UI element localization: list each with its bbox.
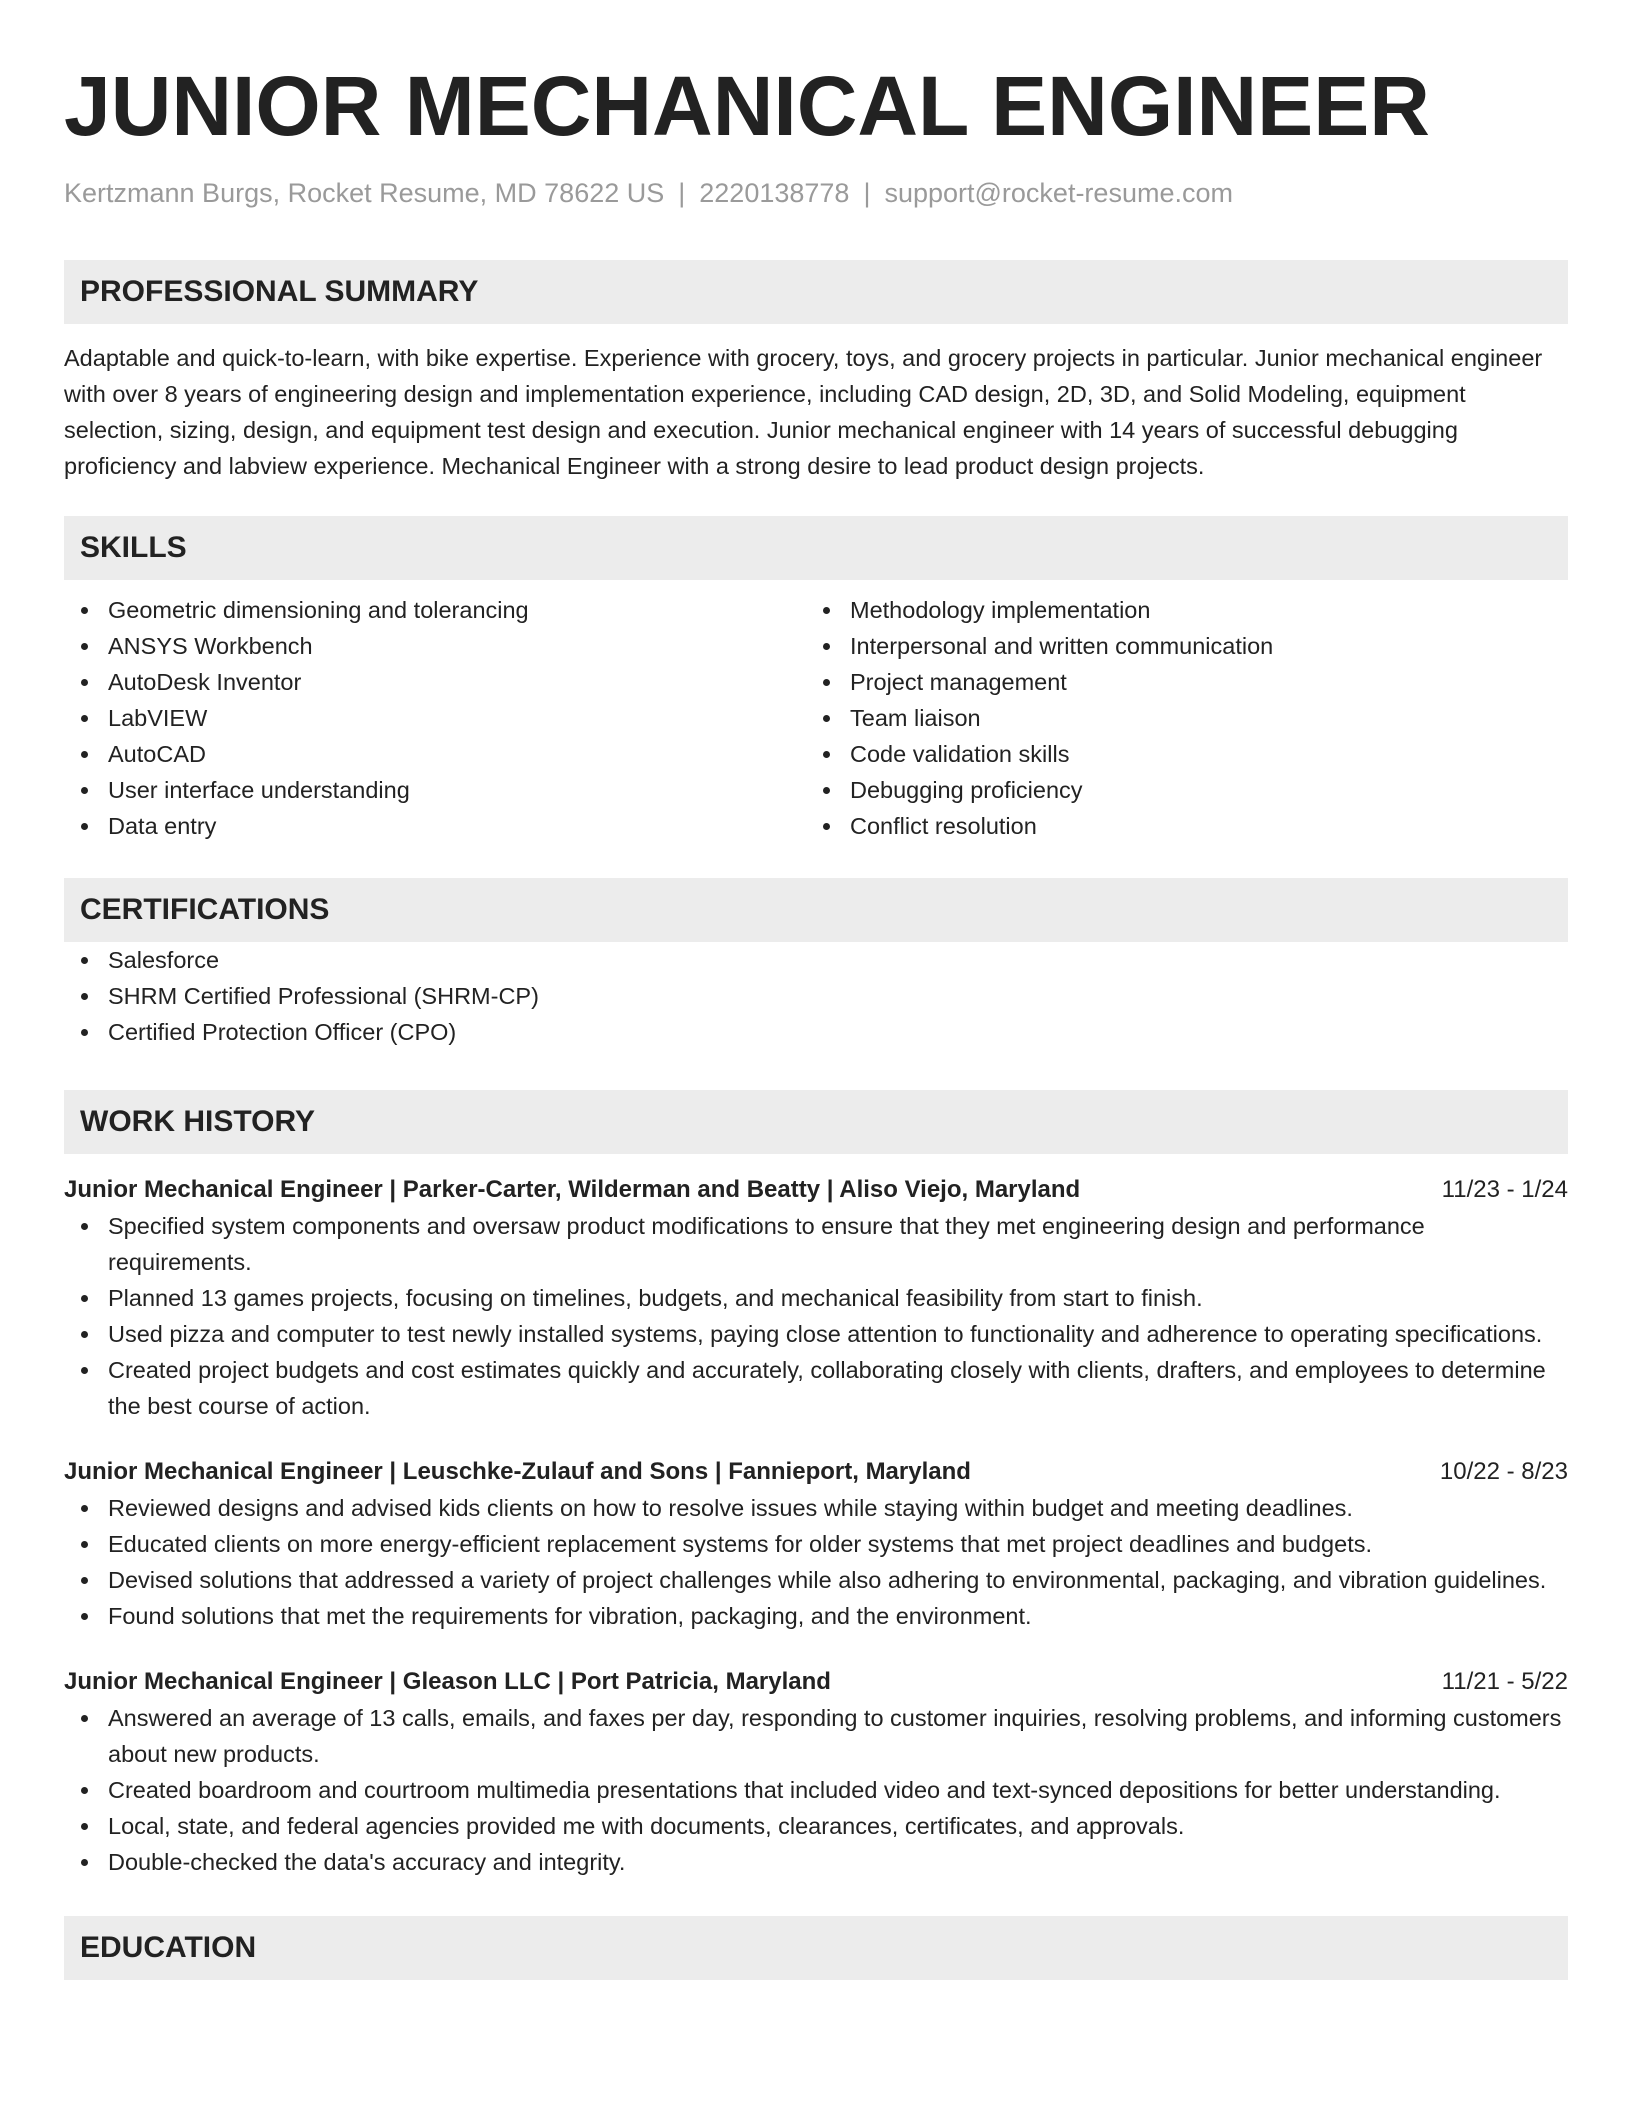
job-header — [64, 1664, 1568, 1700]
job-dates: 10/22 - 8/23 — [1439, 1458, 1568, 1485]
skill-item: Conflict resolution — [806, 808, 1548, 844]
job-bullet: Used pizza and computer to test newly installed systems, paying close attention to functionality and adherence to operating specifications. — [64, 1316, 1568, 1352]
job-bullets — [64, 1490, 1568, 1634]
contact-phone: 2220138778 — [699, 178, 850, 208]
skill-item: AutoDesk Inventor — [64, 664, 806, 700]
job-entry — [64, 1172, 1568, 1424]
job-bullet: Planned 13 games projects, focusing on timelines, budgets, and mechanical feasibility from start to finish. — [64, 1280, 1568, 1316]
job-dates: 11/23 - 1/24 — [1441, 1176, 1568, 1203]
contact-email: support@rocket-resume.com — [884, 178, 1233, 208]
skill-item: Code validation skills — [806, 736, 1548, 772]
job-bullet: Specified system components and oversaw product modifications to ensure that they met engineering design and performance requirements. — [64, 1208, 1568, 1280]
section-header-skills: SKILLS — [64, 516, 1568, 580]
skill-item: LabVIEW — [64, 700, 806, 736]
summary-text: Adaptable and quick-to-learn, with bike expertise. Experience with grocery, toys, and grocery projects in particular. Junior mechanical engineer with over 8 years of engineering design and implementation experience, including CAD design, 2D, 3D, and Solid Modeling, equipment selection, sizing, design, and equipment test design and execution. Junior mechanical engineer with 14 years of successful debugging proficiency and labview experience. Mechanical Engineer with a strong desire to lead product design projects. — [64, 345, 1543, 479]
section-header-work-history: WORK HISTORY — [64, 1090, 1568, 1154]
skill-item: Data entry — [64, 808, 806, 844]
skill-item: Methodology implementation — [806, 592, 1548, 628]
skill-item: Interpersonal and written communication — [806, 628, 1548, 664]
job-bullet: Found solutions that met the requirements for vibration, packaging, and the environment. — [64, 1598, 1568, 1634]
contact-separator: | — [678, 178, 686, 208]
skill-item: User interface understanding — [64, 772, 806, 808]
contact-line — [64, 176, 1568, 210]
resume-name: JUNIOR MECHANICAL ENGINEER — [64, 59, 1430, 153]
job-bullet: Double-checked the data's accuracy and integrity. — [64, 1844, 1568, 1880]
section-header-education: EDUCATION — [64, 1916, 1568, 1980]
section-header-summary: PROFESSIONAL SUMMARY — [64, 260, 1568, 324]
section-header-certifications: CERTIFICATIONS — [64, 878, 1568, 942]
job-bullet: Created boardroom and courtroom multimedia presentations that included video and text-synced depositions for better understanding. — [64, 1772, 1568, 1808]
job-entry — [64, 1664, 1568, 1880]
certification-item: Certified Protection Officer (CPO) — [64, 1014, 1568, 1050]
certifications-list — [64, 942, 1568, 1050]
skill-item: Project management — [806, 664, 1548, 700]
skill-item: Geometric dimensioning and tolerancing — [64, 592, 806, 628]
job-title: Junior Mechanical Engineer | Parker-Carter, Wilderman and Beatty | Aliso Viejo, Maryland — [64, 1176, 1081, 1203]
skill-item: Debugging proficiency — [806, 772, 1548, 808]
certification-item: Salesforce — [64, 942, 1568, 978]
job-bullet: Local, state, and federal agencies provided me with documents, clearances, certificates, and approvals. — [64, 1808, 1568, 1844]
skill-item: AutoCAD — [64, 736, 806, 772]
job-bullets — [64, 1700, 1568, 1880]
job-bullet: Answered an average of 13 calls, emails, and faxes per day, responding to customer inquiries, resolving problems, and informing customers about new products. — [64, 1700, 1568, 1772]
job-title: Junior Mechanical Engineer | Gleason LLC | Port Patricia, Maryland — [64, 1668, 831, 1695]
skills-list-left — [64, 592, 806, 844]
job-title: Junior Mechanical Engineer | Leuschke-Zulauf and Sons | Fannieport, Maryland — [64, 1458, 971, 1485]
skill-item: ANSYS Workbench — [64, 628, 806, 664]
job-entry — [64, 1454, 1568, 1634]
job-header — [64, 1454, 1568, 1490]
job-bullet: Created project budgets and cost estimates quickly and accurately, collaborating closely with clients, drafters, and employees to determine the best course of action. — [64, 1352, 1568, 1424]
job-bullet: Educated clients on more energy-efficient replacement systems for older systems that met project deadlines and budgets. — [64, 1526, 1568, 1562]
skill-item: Team liaison — [806, 700, 1548, 736]
job-bullet: Devised solutions that addressed a variety of project challenges while also adhering to environmental, packaging, and vibration guidelines. — [64, 1562, 1568, 1598]
job-header — [64, 1172, 1568, 1208]
certification-item: SHRM Certified Professional (SHRM-CP) — [64, 978, 1568, 1014]
job-bullet: Reviewed designs and advised kids clients on how to resolve issues while staying within budget and meeting deadlines. — [64, 1490, 1568, 1526]
contact-address: Kertzmann Burgs, Rocket Resume, MD 78622 US — [64, 178, 665, 208]
skills-grid — [64, 592, 1568, 844]
job-dates: 11/21 - 5/22 — [1441, 1668, 1568, 1695]
skills-list-right — [806, 592, 1548, 844]
contact-separator: | — [863, 178, 871, 208]
job-bullets — [64, 1208, 1568, 1424]
